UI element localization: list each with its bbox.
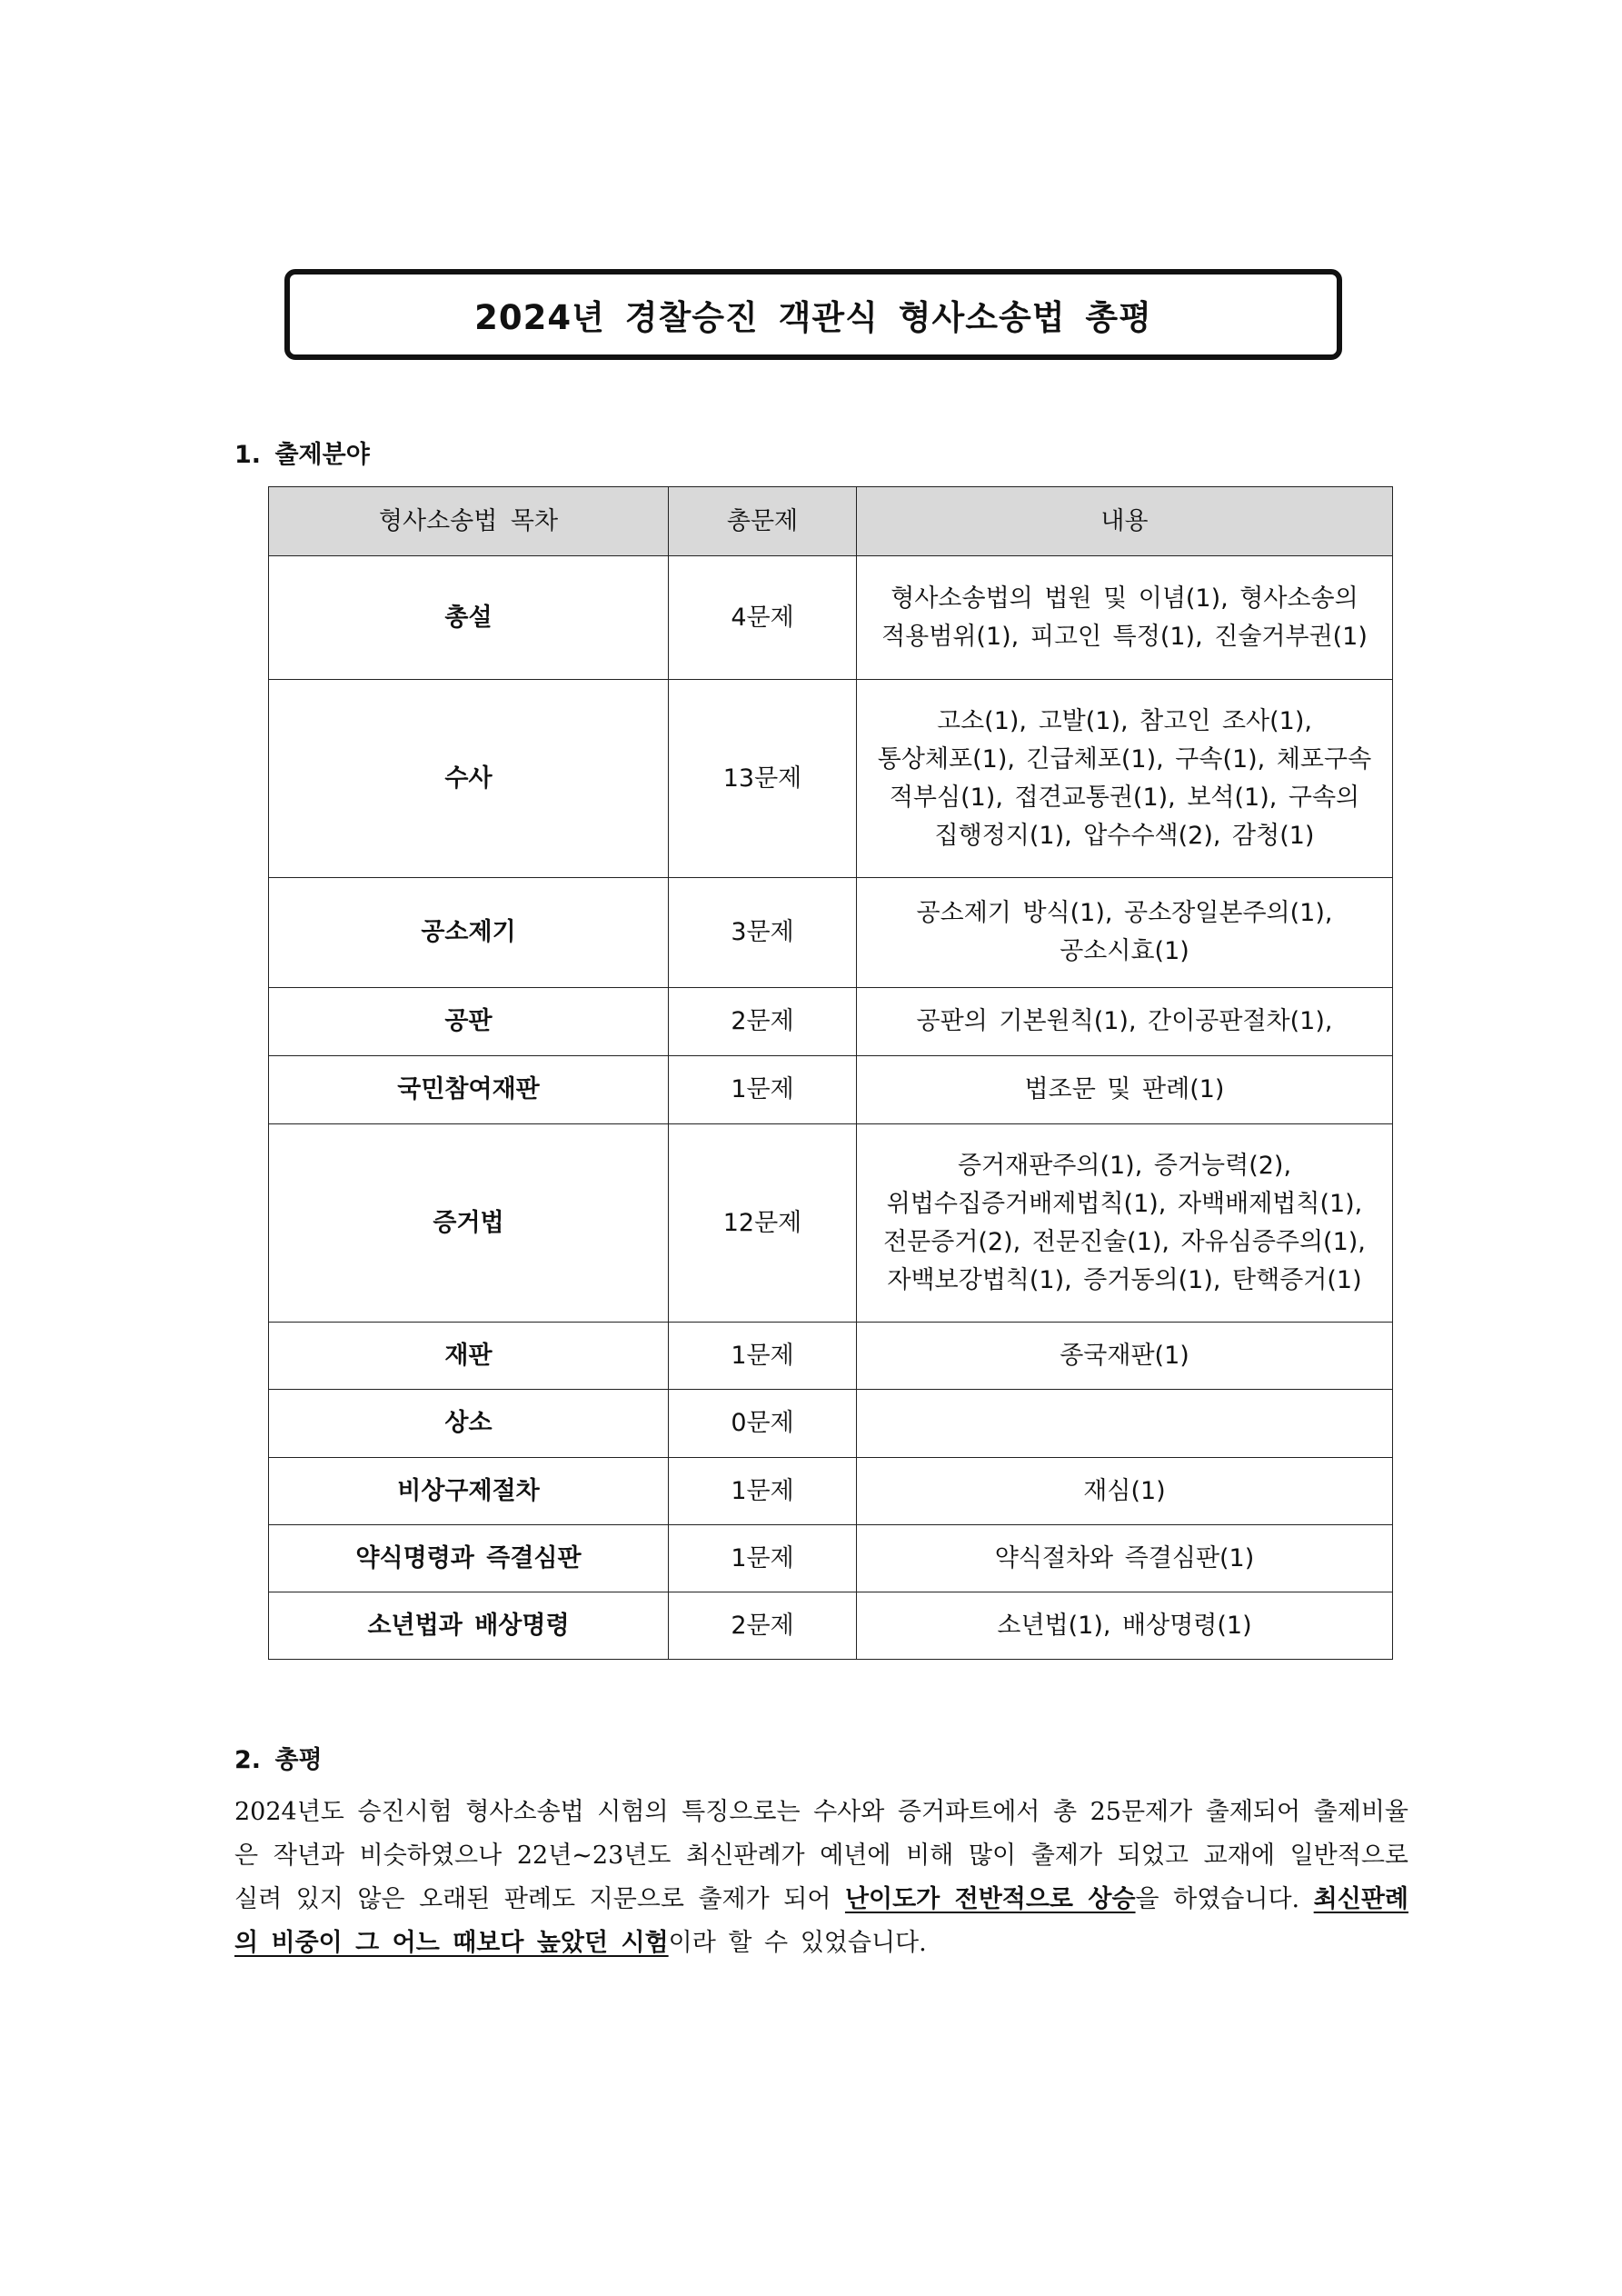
count-cell: 3문제 [669,878,857,988]
summary-text: 을 하였습니다. [1135,1885,1314,1913]
topic-cell: 증거법 [269,1124,669,1323]
page-title: 2024년 경찰승진 객관식 형사소송법 총평 [474,298,1152,337]
summary-highlight-difficulty: 난이도가 전반적으로 상승 [844,1885,1136,1913]
count-cell: 4문제 [669,556,857,680]
content-cell: 공소제기 방식(1), 공소장일본주의(1), 공소시효(1) [857,878,1393,988]
count-cell: 0문제 [669,1390,857,1458]
content-cell: 재심(1) [857,1458,1393,1525]
table-row [269,988,1393,1056]
topic-cell: 상소 [269,1390,669,1458]
table-header-row [269,487,1393,556]
table-row [269,1592,1393,1660]
content-cell: 고소(1), 고발(1), 참고인 조사(1), 통상체포(1), 긴급체포(1), 구속(1), 체포구속 적부심(1), 접견교통권(1), 보석(1), 구속의 집행정지(1), 압수수색(2), 감청(1) [857,680,1393,878]
content-cell: 약식절차와 즉결심판(1) [857,1525,1393,1592]
content-cell [857,1390,1393,1458]
content-cell: 공판의 기본원칙(1), 간이공판절차(1), [857,988,1393,1056]
count-cell: 12문제 [669,1124,857,1323]
table-row [269,1124,1393,1323]
topic-cell: 공판 [269,988,669,1056]
title-box [284,269,1342,360]
count-cell: 13문제 [669,680,857,878]
table-row [269,556,1393,680]
table-row [269,680,1393,878]
exam-areas-table [268,486,1393,1660]
column-header-content: 내용 [857,487,1393,556]
content-cell: 증거재판주의(1), 증거능력(2), 위법수집증거배제법칙(1), 자백배제법칙(1), 전문증거(2), 전문진술(1), 자유심증주의(1), 자백보강법칙(1), 증거동의(1), 탄핵증거(1) [857,1124,1393,1323]
topic-cell: 재판 [269,1323,669,1390]
content-cell: 종국재판(1) [857,1323,1393,1390]
content-cell: 소년법(1), 배상명령(1) [857,1592,1393,1660]
count-cell: 1문제 [669,1056,857,1124]
table-row [269,1525,1393,1592]
count-cell: 1문제 [669,1458,857,1525]
topic-cell: 공소제기 [269,878,669,988]
column-header-count: 총문제 [669,487,857,556]
topic-cell: 수사 [269,680,669,878]
summary-text: 2024년도 승진시험 형사소송법 시험의 특징으로는 수사와 증거파트에서 총 25문제가 출제되어 출제비율은 작년과 비슷하였으나 22년~23년도 최신판례가 예년에 비해 많이 출제가 되었고 교재에 일반적으로 실려 있지 않은 오래된 판례도 지문으로 출제가 되어 [234,1798,1408,1913]
section-heading-exam-areas: 1. 출제분야 [234,441,370,469]
topic-cell: 국민참여재판 [269,1056,669,1124]
topic-cell: 소년법과 배상명령 [269,1592,669,1660]
summary-highlight-recent-cases: 최신판례의 비중이 그 어느 때보다 높았던 시험 [234,1885,1408,1957]
content-cell: 법조문 및 판례(1) [857,1056,1393,1124]
section-heading-summary: 2. 총평 [234,1746,323,1774]
column-header-topic: 형사소송법 목차 [269,487,669,556]
count-cell: 1문제 [669,1323,857,1390]
topic-cell: 비상구제절차 [269,1458,669,1525]
count-cell: 1문제 [669,1525,857,1592]
table-row [269,1390,1393,1458]
table-row [269,1323,1393,1390]
count-cell: 2문제 [669,988,857,1056]
table-row [269,1458,1393,1525]
topic-cell: 약식명령과 즉결심판 [269,1525,669,1592]
table-row [269,1056,1393,1124]
topic-cell: 총설 [269,556,669,680]
table-row [269,878,1393,988]
content-cell: 형사소송법의 법원 및 이념(1), 형사소송의 적용범위(1), 피고인 특정(1), 진술거부권(1) [857,556,1393,680]
summary-text: 이라 할 수 있었습니다. [668,1929,927,1957]
summary-paragraph [234,1791,1408,1965]
count-cell: 2문제 [669,1592,857,1660]
